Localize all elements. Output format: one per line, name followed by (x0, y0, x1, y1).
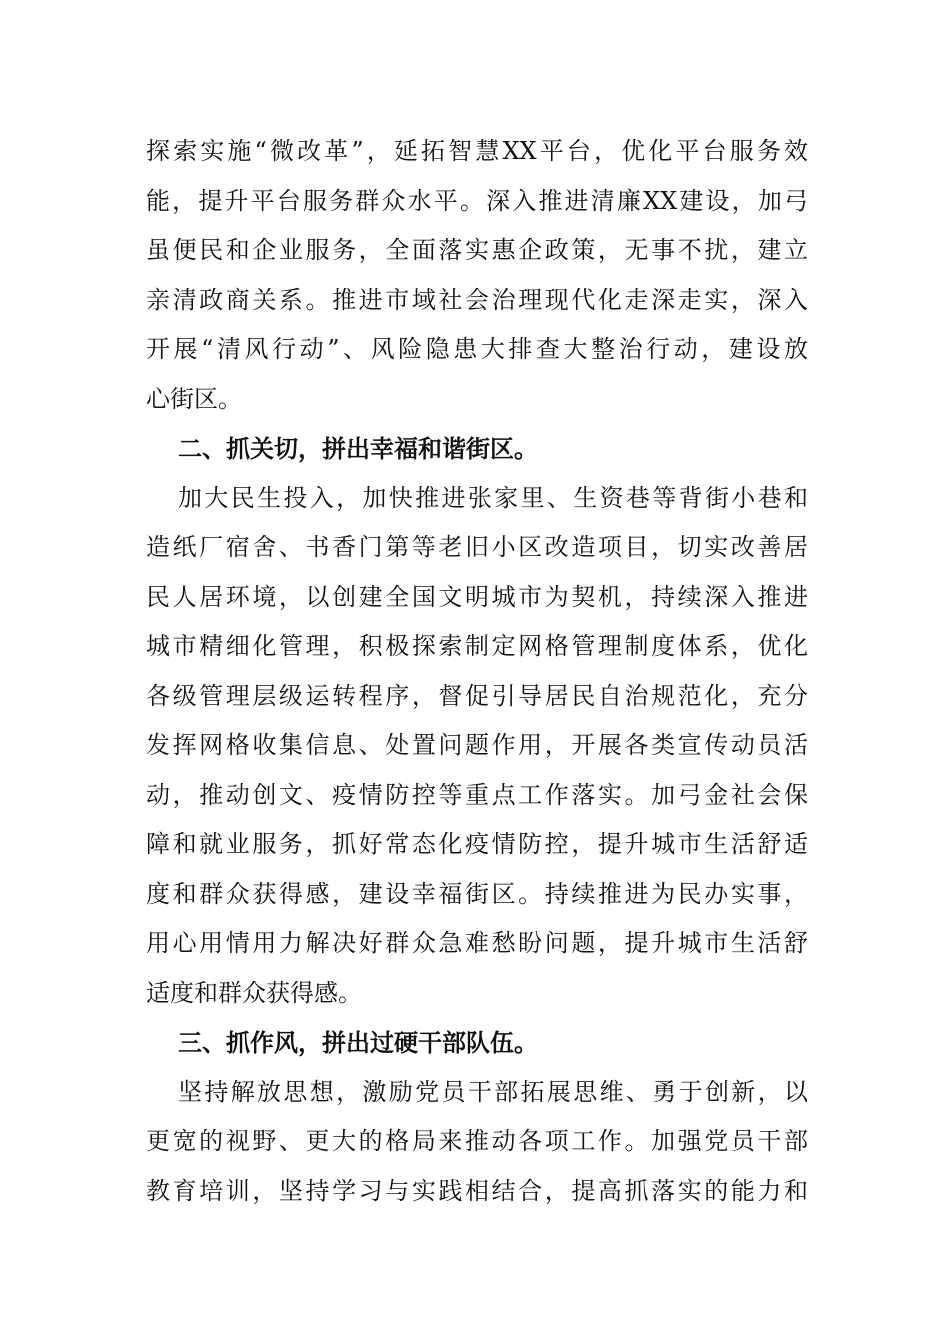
paragraph-line: 度和群众获得感，建设幸福街区。持续推进为民办实事， (146, 879, 808, 908)
section-heading-2: 二、抓关切，拼出幸福和谐街区。 (178, 434, 538, 463)
paragraph-line: 坚持解放思想，激励党员干部拓展思维、勇于创新，以 (178, 1077, 808, 1106)
paragraph-line: 探索实施“微改革”，延拓智慧XX平台，优化平台服务效 (146, 137, 808, 165)
paragraph-line: 动，推动创文、疫情防控等重点工作落实。加弓金社会保 (146, 780, 808, 809)
paragraph-3 (146, 1068, 808, 1217)
paragraph-line: 用心用情用力解决好群众急难愁盼问题，提升城市生活舒 (146, 929, 808, 957)
paragraph-line: 民人居环境，以创建全国文明城市为契机，持续深入推进 (146, 582, 808, 611)
paragraph-line: 能，提升平台服务群众水平。深入推进清廉XX建设，加弓 (146, 186, 808, 215)
paragraph-line: 发挥网格收集信息、处置问题作用，开展各类宣传动员活 (146, 731, 808, 759)
paragraph-line: 加大民生投入，加快推进张家里、生资巷等背街小巷和 (178, 483, 808, 512)
paragraph-line: 开展“清风行动”、风险隐患大排查大整治行动，建设放 (146, 335, 808, 363)
paragraph-line: 心街区。 (146, 384, 242, 413)
paragraph-line: 更宽的视野、更大的格局来推动各项工作。加强党员干部 (146, 1127, 808, 1155)
document-body (146, 127, 808, 1216)
paragraph-line: 亲清政商关系。推进市域社会治理现代化走深走实，深入 (146, 285, 808, 314)
paragraph-line: 障和就业服务，抓好常态化疫情防控，提升城市生活舒适 (146, 830, 808, 858)
paragraph-line: 各级管理层级运转程序，督促引导居民自治规范化，充分 (146, 681, 808, 710)
paragraph-line: 虽便民和企业服务，全面落实惠企政策，无事不扰，建立 (146, 236, 808, 264)
paragraph-line: 造纸厂宿舍、书香门第等老旧小区改造项目，切实改善居 (146, 533, 808, 561)
paragraph-line: 教育培训，坚持学习与实践相结合，提高抓落实的能力和 (146, 1176, 808, 1205)
paragraph-line: 城市精细化管理，积极探索制定网格管理制度体系，优化 (146, 632, 808, 660)
paragraph-2 (146, 474, 808, 1019)
paragraph-1 (146, 127, 808, 424)
paragraph-line: 适度和群众获得感。 (146, 978, 362, 1007)
section-heading-3: 三、抓作风，拼出过硬干部队伍。 (178, 1028, 538, 1057)
